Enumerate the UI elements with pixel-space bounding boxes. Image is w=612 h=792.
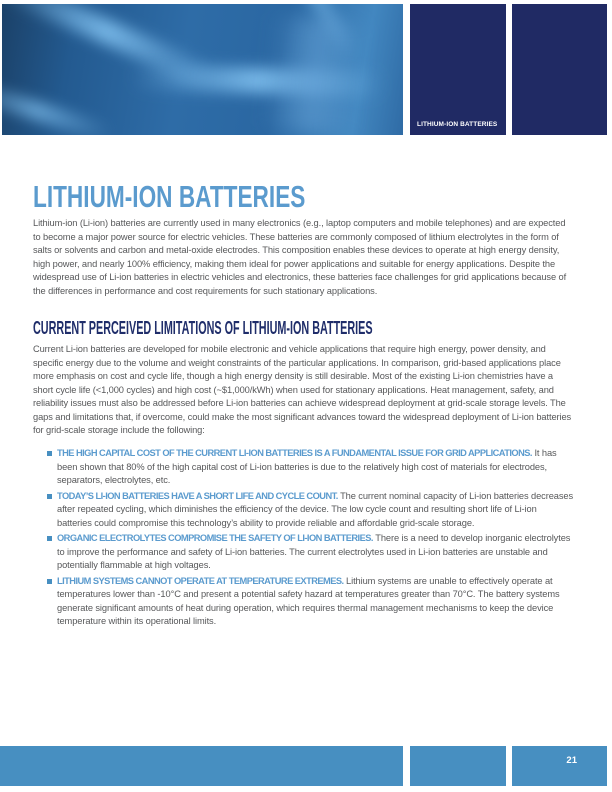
bullet-text: The current nominal capacity of Li-ion batteries decreases after repeated cycling, which diminishes the efficiency of the device. The low cycle count and resulting short life of Li-ion batteries could compromise this technology’s ability to provide reliable and affordable grid-scale storage. — [57, 490, 574, 528]
bullet-text: Lithium systems are unable to effectively operate at temperatures lower than -10°C and present a potential safety hazard at temperatures greater than 70°C. The battery systems generate significant amounts of heat during operation, which requires thermal management mechanisms to keep the device temperature within its operational limits. — [57, 575, 560, 626]
bullet-square-icon — [47, 579, 52, 584]
bullet-square-icon — [47, 451, 52, 456]
header-section-label: LITHIUM-ION BATTERIES — [417, 121, 498, 128]
header-hero-image — [2, 4, 403, 135]
bullet-square-icon — [47, 536, 52, 541]
footer-page-block — [512, 746, 607, 786]
header-section-tab — [410, 4, 506, 135]
hero-streak — [261, 13, 368, 135]
intro-paragraph: Lithium-ion (Li-ion) batteries are currently used in many electronics (e.g., laptop computers and mobile telephones) and are expected to become a major power source for electric vehicles. These batteries are commonly composed of lithium electrolytes in the form of salts or solvents and carbon and metal-oxide electrodes. This composition enables these devices to operate at high energy density, high power, and nearly 100% efficiency, making them ideal for power applications and suitable for energy applications. Despite the widespread use of Li-ion batteries in electric vehicles and electronics, these batteries face challenges for grid applications because of the differences in performance and cost requirements for such stationary applications. — [33, 218, 567, 296]
footer-bar — [0, 746, 403, 786]
list-item — [33, 575, 573, 629]
list-item — [33, 447, 573, 488]
list-item — [33, 490, 573, 531]
bullet-lead: ORGANIC ELECTROLYTES COMPROMISE THE SAFETY OF LI-ION BATTERIES. — [57, 533, 373, 543]
bullet-lead: LITHIUM SYSTEMS CANNOT OPERATE AT TEMPERATURE EXTREMES. — [57, 575, 344, 586]
page-title: LITHIUM-ION BATTERIES — [33, 179, 306, 214]
bullet-square-icon — [47, 494, 52, 499]
hero-streak — [2, 78, 114, 135]
bullet-text: It has been shown that 80% of the high capital cost of Li-ion batteries is due to the relatively high cost of materials for electrodes, separators, electrolytes, etc. — [57, 448, 557, 485]
page-number: 21 — [566, 755, 577, 766]
list-item — [33, 532, 573, 573]
header-accent-block — [512, 4, 607, 135]
section-heading: CURRENT PERCEIVED LIMITATIONS OF LITHIUM-ION BATTERIES — [33, 318, 373, 338]
bullet-lead: TODAY’S LI-ION BATTERIES HAVE A SHORT LIFE AND CYCLE COUNT. — [57, 490, 338, 501]
footer-accent-block — [410, 746, 506, 786]
limitations-list — [33, 447, 573, 631]
bullet-text: There is a need to develop inorganic electrolytes to improve the performance and safety of Li-ion batteries. The current electrolytes used in Li-ion batteries are unstable and potentially flammable at high voltages. — [57, 533, 571, 570]
bullet-lead: THE HIGH CAPITAL COST OF THE CURRENT LI-ION BATTERIES IS A FUNDAMENTAL ISSUE FOR GRID APPLICATIONS. — [57, 448, 532, 458]
section-paragraph: Current Li-ion batteries are developed for mobile electronic and vehicle applications that require high energy, power density, and specific energy due to the volume and weight constraints of the particular applications. In comparison, grid-based applications place more emphasis on cost and cycle life, though a high energy density is still desirable. Most of the existing Li-ion chemistries have a short cycle life (<1,000 cycles) and high cost (~$1,000/kWh) when used for stationary applications. Heat management, safety, and reliability issues must also be addressed before Li-ion batteries can achieve widespread deployment at grid-scale storage levels. The gaps and limitations that, if overcome, could make the most significant advances toward the widespread deployment of Li-ion batteries for grid-scale storage include the following: — [33, 344, 572, 435]
